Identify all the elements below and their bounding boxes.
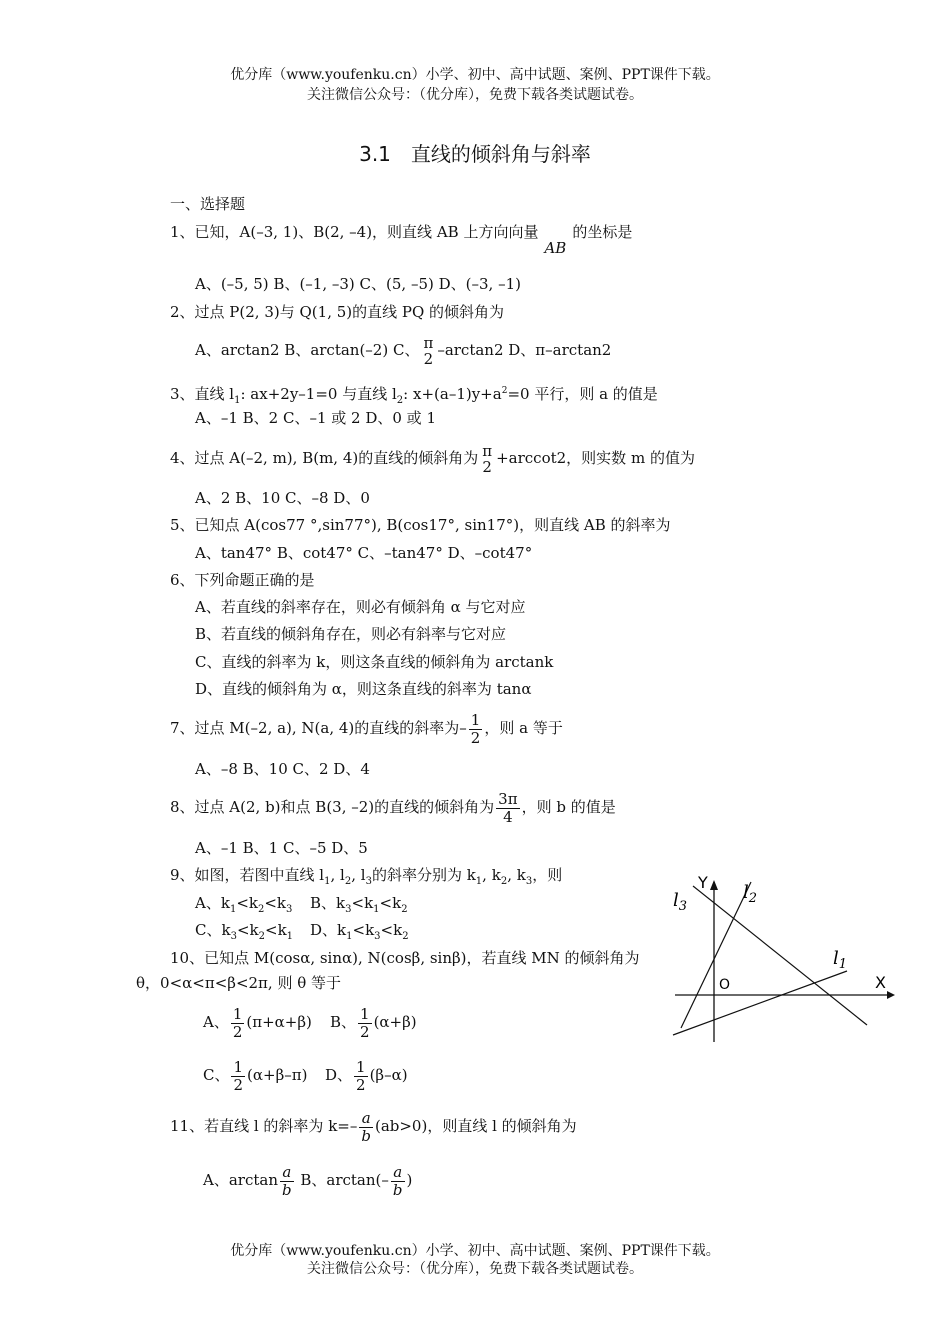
question-11-options: A、arctan $\frac{a}{b}$ B、arctan(– $\frac{a}{b}$ ): [203, 1163, 413, 1199]
question-10: 10、已知点 M(cosα, sinα), N(cosβ, sinβ)，若直线 MN 的倾斜角为: [170, 949, 640, 967]
question-5: 5、已知点 A(cos77 °,sin77°), B(cos17°, sin17°)，则直线 AB 的斜率为: [170, 516, 671, 534]
question-7: 7、过点 M(–2, a), N(a, 4)的直线的斜率为– $\frac{1}{2}$ ，则 a 等于: [170, 711, 563, 747]
question-8: 8、过点 A(2, b)和点 B(3, –2)的直线的倾斜角为 $\frac{3\pi}{4}$ ，则 b 的值是: [170, 790, 616, 826]
line-l1: [673, 971, 847, 1035]
question-1-options: A、(–5, 5) B、(–1, –3) C、(5, –5) D、(–3, –1): [195, 275, 521, 293]
question-6-option-b: B、若直线的倾斜角存在，则必有斜率与它对应: [195, 625, 507, 643]
label-l1: $l_1$: [833, 948, 848, 972]
question-10-option-b: B、 $\frac{1}{2}$ (α+β): [330, 1005, 417, 1041]
footer-line-2: 关注微信公众号：（优分库），免费下载各类试题试卷。: [307, 1261, 643, 1277]
fraction-one-half: $\frac{1}{2}$: [470, 711, 481, 747]
question-9-option-a: A、$k_1<k_2<k_3$: [195, 894, 293, 915]
question-7-options: A、–8 B、10 C、2 D、4: [195, 760, 370, 778]
question-10-option-c: C、 $\frac{1}{2}$ (α+β–π): [203, 1058, 308, 1094]
question-10-option-d: D、 $\frac{1}{2}$ (β–α): [325, 1058, 408, 1094]
question-9-option-b: B、$k_3<k_1<k_2$: [310, 894, 408, 915]
question-3-options: A、–1 B、2 C、–1 或 2 D、0 或 1: [195, 409, 436, 427]
question-2: 2、过点 P(2, 3)与 Q(1, 5)的直线 PQ 的倾斜角为: [170, 303, 505, 321]
fraction-3pi-over-4: $\frac{3\pi}{4}$: [498, 790, 518, 826]
question-4-options: A、2 B、10 C、–8 D、0: [195, 489, 370, 507]
question-6: 6、下列命题正确的是: [170, 571, 315, 589]
question-10-line-2: θ，0<α<π<β<2π, 则 θ 等于: [136, 974, 342, 992]
fraction-a-over-b: $\frac{a}{b}$: [361, 1109, 371, 1145]
question-9-option-c: C、$k_3<k_2<k_1$: [195, 921, 294, 942]
label-l2: $l_2$: [743, 882, 758, 906]
line-l3: [693, 886, 867, 1025]
y-axis-arrow: [710, 880, 718, 890]
header-line-2: 关注微信公众号：（优分库），免费下载各类试题试卷。: [307, 87, 643, 103]
question-8-options: A、–1 B、1 C、–5 D、5: [195, 839, 368, 857]
question-3: 3、直线 $l_1$: ax+2y–1=0 与直线 $l_2$: $x+(a-1)y+a^2=0$ 平行，则 a 的值是: [170, 385, 658, 406]
y-label: Y: [698, 873, 708, 892]
question-9-option-d: D、$k_1<k_3<k_2$: [310, 921, 409, 942]
question-6-option-c: C、直线的斜率为 k，则这条直线的倾斜角为 arctank: [195, 653, 554, 671]
question-2-options: A、arctan2 B、arctan(–2) C、 π 2 –arctan2 D、π–arctan2: [195, 333, 612, 368]
x-axis-arrow: [887, 991, 895, 999]
question-6-option-d: D、直线的倾斜角为 α，则这条直线的斜率为 tanα: [195, 680, 532, 698]
header-line-1: 优分库（www.youfenku.cn）小学、初中、高中试题、案例、PPT课件下载。: [230, 67, 720, 83]
label-l3: $l_3$: [673, 890, 688, 914]
question-5-options: A、tan47° B、cot47° C、–tan47° D、–cot47°: [195, 544, 533, 562]
x-label: X: [875, 973, 886, 992]
fraction-pi-over-2: π 2: [423, 333, 434, 368]
question-4: 4、过点 A(–2, m), B(m, 4)的直线的倾斜角为 π 2 +arccot2，则实数 m 的值为: [170, 441, 695, 476]
fraction-pi-over-2: π 2: [482, 441, 493, 476]
origin-label: O: [719, 977, 731, 993]
page-title: 3.1 直线的倾斜角与斜率: [359, 142, 591, 166]
question-6-option-a: A、若直线的斜率存在，则必有倾斜角 α 与它对应: [195, 598, 526, 616]
footer-line-1: 优分库（www.youfenku.cn）小学、初中、高中试题、案例、PPT课件下载。: [230, 1243, 720, 1259]
vector-ab: AB: [544, 239, 567, 257]
question-10-option-a: A、 $\frac{1}{2}$ (π+α+β): [203, 1005, 312, 1041]
question-11: 11、若直线 l 的斜率为 k=– $\frac{a}{b}$ (ab>0)，则直线 l 的倾斜角为: [170, 1109, 577, 1145]
figure-lines-diagram: [665, 868, 895, 1048]
question-1: 1、已知，A(–3, 1)、B(2, –4)，则直线 AB 上方向向量AB的坐标是: [170, 223, 633, 257]
section-heading: 一、选择题: [170, 195, 246, 213]
question-9: 9、如图，若图中直线 $l_1$, $l_2$, $l_3$的斜率分别为 $k_1$, $k_2$, $k_3$，则: [170, 866, 563, 887]
